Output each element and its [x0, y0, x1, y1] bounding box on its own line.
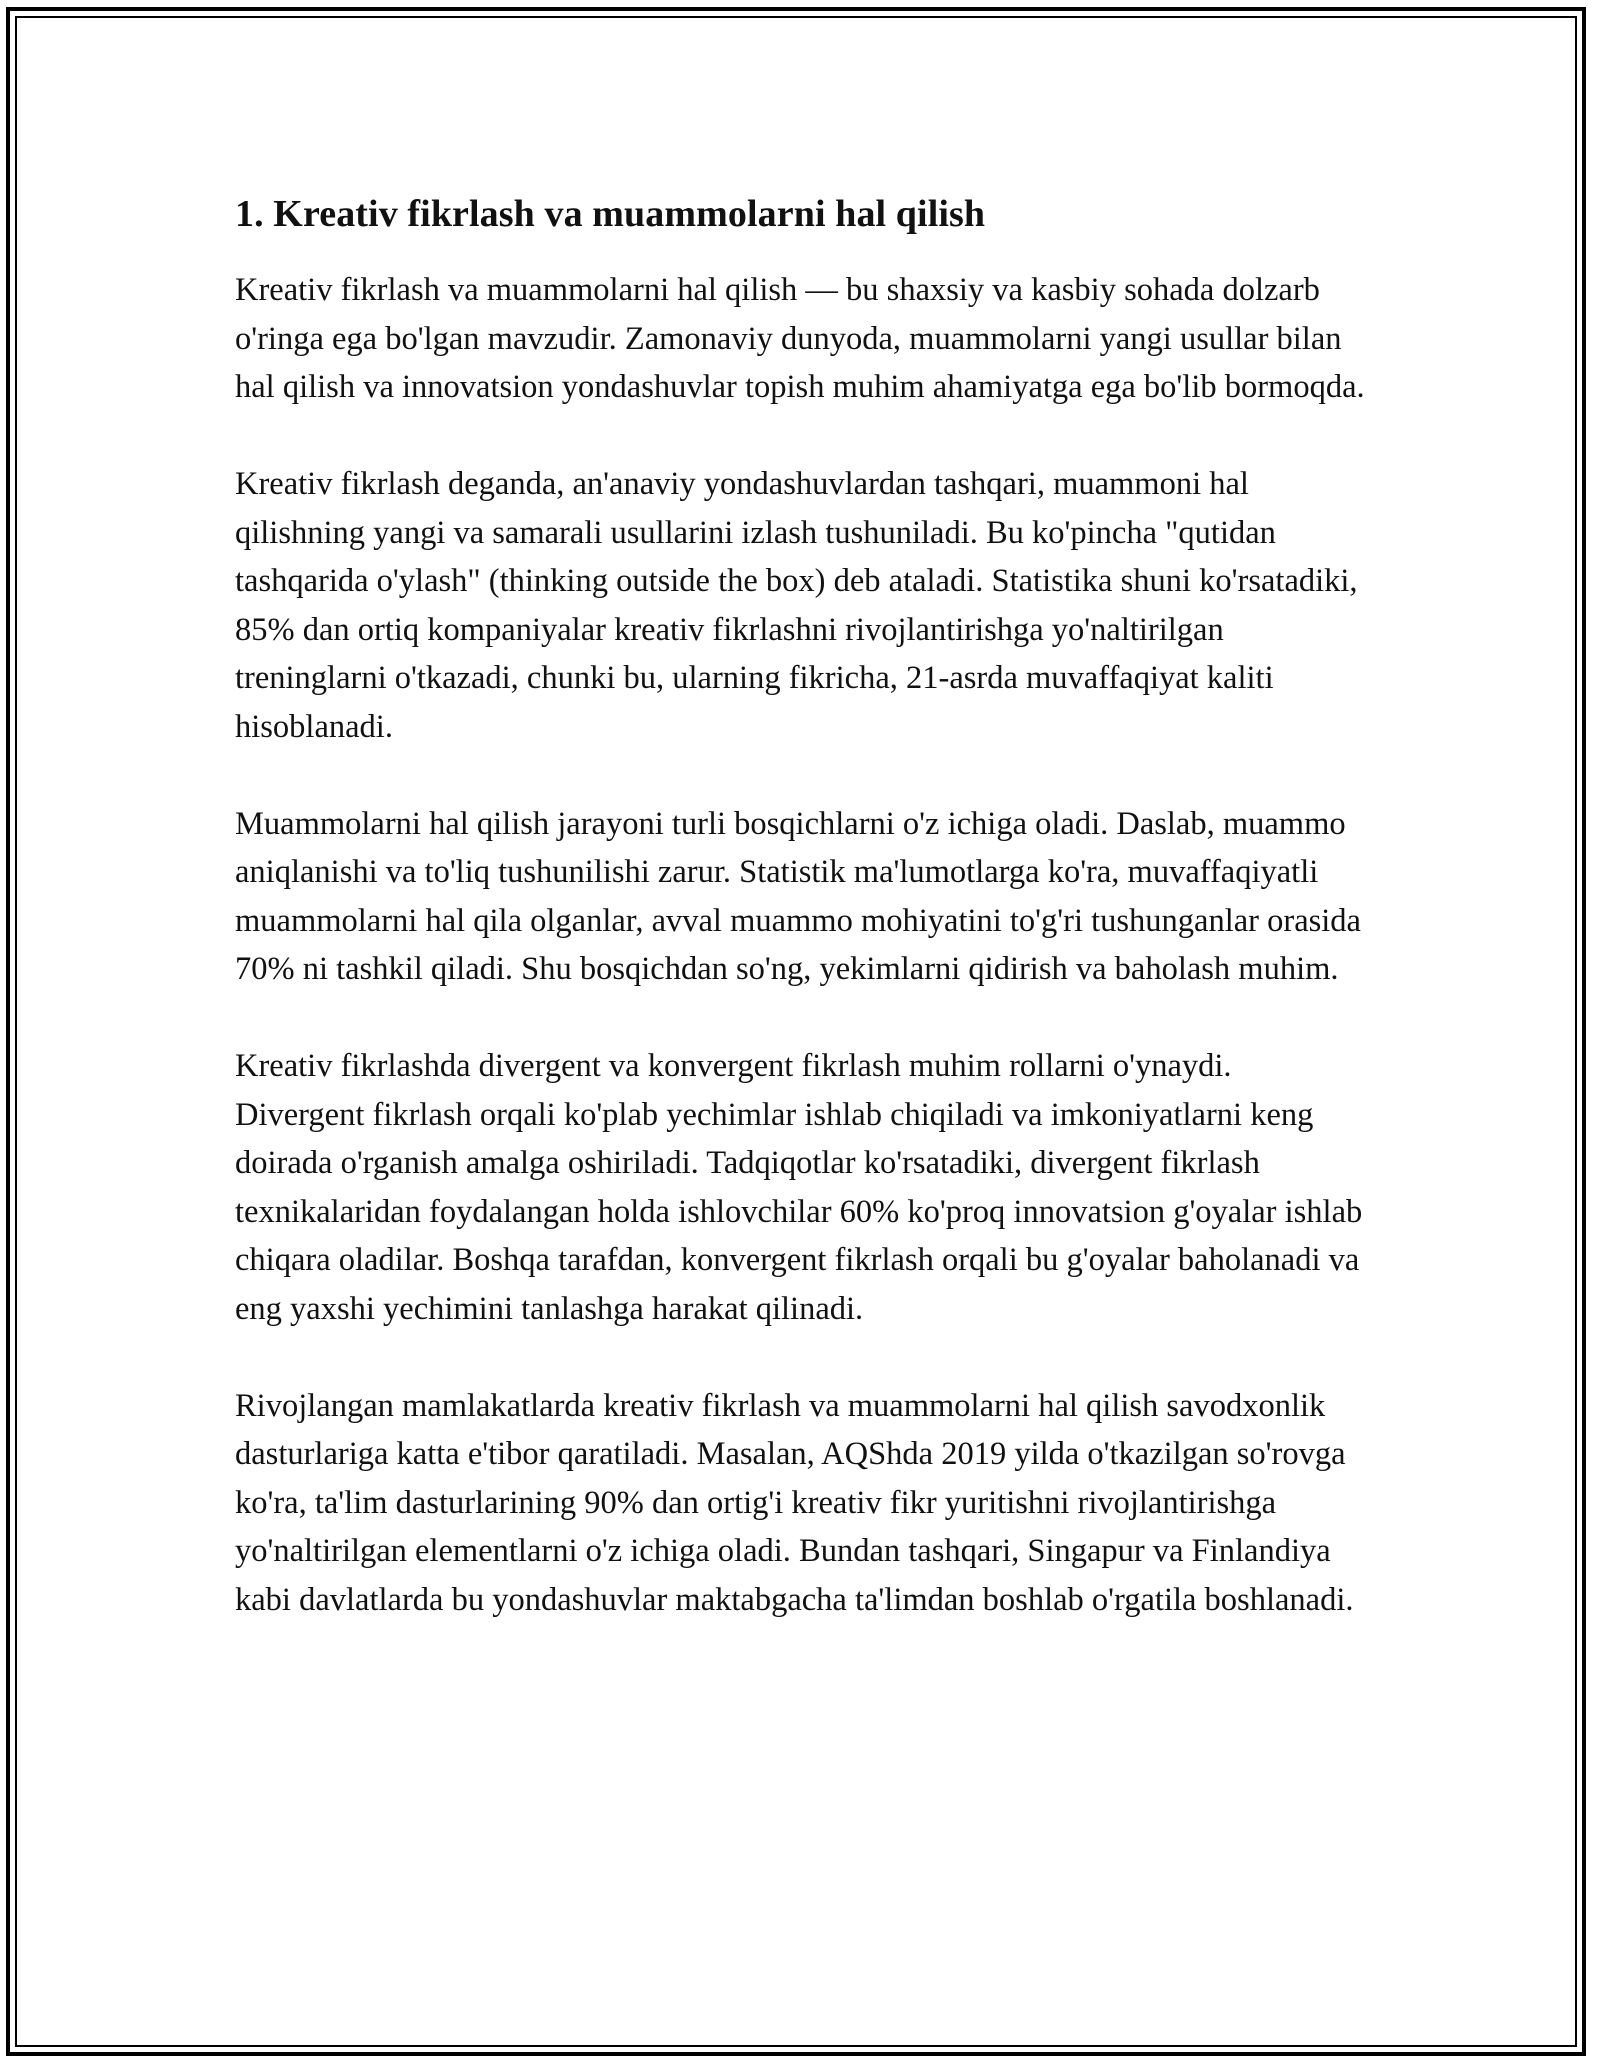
paragraph-2: Kreativ fikrlash deganda, an'anaviy yondashuvlardan tashqari, muammoni hal qilishning yangi va samarali usullarini izlash tushuniladi. Bu ko'pincha "qutidan tashqarida o'ylash" (thinking outside the box) deb ataladi. Statistika shuni ko'rsatadiki, 85% dan ortiq kompaniyalar kreativ fikrlashni rivojlantirishga yo'naltirilgan treninglarni o'tkazadi, chunki bu, ularning fikricha, 21-asrda muvaffaqiyat kaliti hisoblanadi. — [235, 466, 1358, 745]
paragraph-4: Kreativ fikrlashda divergent va konvergent fikrlash muhim rollarni o'ynaydi. Divergent fikrlash orqali ko'plab yechimlar ishlab chiqiladi va imkoniyatlarni keng doirada o'rganish amalga oshiriladi. Tadqiqotlar ko'rsatadiki, divergent fikrlash texnikalaridan foydalangan holda ishlovchilar 60% ko'proq innovatsion g'oyalar ishlab chiqara oladilar. Boshqa tarafdan, konvergent fikrlash orqali bu g'oyalar baholanadi va eng yaxshi yechimini tanlashga harakat qilinadi. — [235, 1048, 1363, 1327]
paragraph-1: Kreativ fikrlash va muammolarni hal qilish — bu shaxsiy va kasbiy sohada dolzarb o'ringa ega bo'lgan mavzudir. Zamonaviy dunyoda, muammolarni yangi usullar bilan hal qilish va innovatsion yondashuvlar topish muhim ahamiyatga ega bo'lib bormoqda. — [235, 272, 1365, 405]
document-body — [235, 190, 1365, 1673]
section-heading: 1. Kreativ fikrlash va muammolarni hal qilish — [235, 193, 986, 235]
paragraph-5: Rivojlangan mamlakatlarda kreativ fikrlash va muammolarni hal qilish savodxonlik dasturlariga katta e'tibor qaratiladi. Masalan, AQShda 2019 yilda o'tkazilgan so'rovga ko'ra, ta'lim dasturlarining 90% dan ortig'i kreativ fikr yuritishni rivojlantirishga yo'naltirilgan elementlarni o'z ichiga oladi. Bundan tashqari, Singapur va Finlandiya kabi davlatlarda bu yondashuvlar maktabgacha ta'limdan boshlab o'rgatila boshlanadi. — [235, 1387, 1354, 1618]
paragraph-3: Muammolarni hal qilish jarayoni turli bosqichlarni o'z ichiga oladi. Daslab, muammo aniqlanishi va to'liq tushunilishi zarur. Statistik ma'lumotlarga ko'ra, muvaffaqiyatli muammolarni hal qila olganlar, avval muammo mohiyatini to'g'ri tushunganlar orasida 70% ni tashkil qiladi. Shu bosqichdan so'ng, yekimlarni qidirish va baholash muhim. — [235, 805, 1361, 987]
